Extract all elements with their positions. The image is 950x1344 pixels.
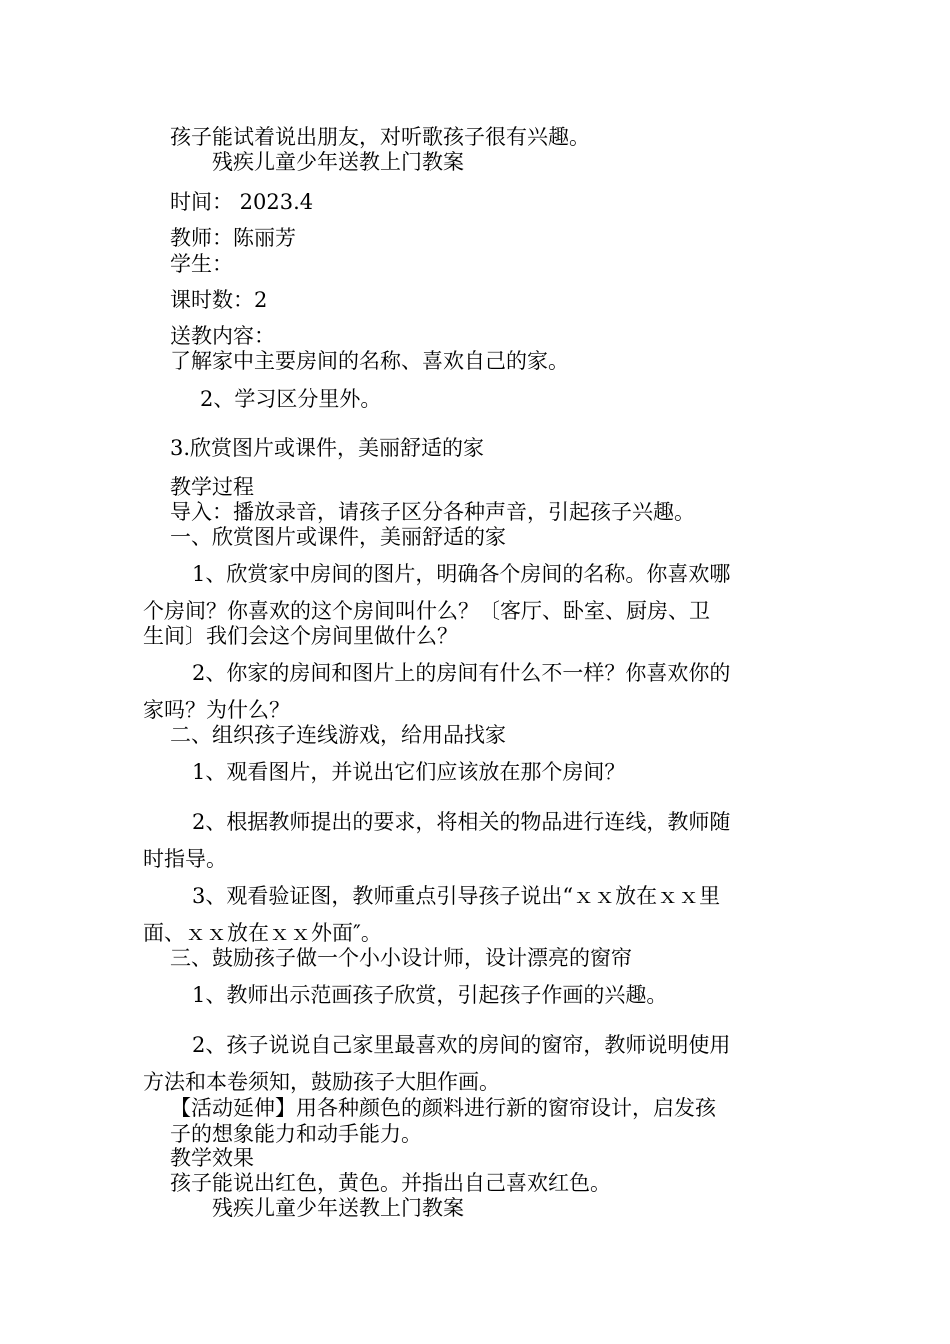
section-heading: 一、欣赏图片或课件，美丽舒适的家 [170,525,506,549]
text-line: 1、欣赏家中房间的图片，明确各个房间的名称。你喜欢哪 [192,562,731,586]
text-line: 1、教师出示范画孩子欣赏，引起孩子作画的兴趣。 [192,983,668,1007]
text-line: 【活动延伸】用各种颜色的颜料进行新的窗帘设计，启发孩 [170,1096,716,1120]
text-line: 1、观看图片，并说出它们应该放在那个房间？ [192,760,626,784]
section-heading: 二、组织孩子连线游戏，给用品找家 [170,723,506,747]
text-line: 孩子能说出红色，黄色。并指出自己喜欢红色。 [170,1171,611,1195]
student-line: 学生： [170,252,233,276]
text-line: 2、你家的房间和图片上的房间有什么不一样？你喜欢你的 [192,661,731,685]
content-heading: 送教内容： [170,324,275,348]
text-line: 2、孩子说说自己家里最喜欢的房间的窗帘，教师说明使用 [192,1033,731,1057]
text-line: 子的想象能力和动手能力。 [170,1122,422,1146]
text-line: 个房间？你喜欢的这个房间叫什么？〔客厅、卧室、厨房、卫 [143,599,710,623]
text-line: 孩子能试着说出朋友，对听歌孩子很有兴趣。 [170,125,590,149]
document-heading: 残疾儿童少年送教上门教案 [212,1196,464,1220]
text-line: 3.欣赏图片或课件，美丽舒适的家 [170,436,485,460]
section-heading: 教学过程 [170,475,254,499]
section-heading: 教学效果 [170,1146,254,1170]
lesson-count-line: 课时数：2 [170,288,268,312]
document-heading: 残疾儿童少年送教上门教案 [212,150,464,174]
text-line: 面、ｘｘ放在ｘｘ外面″。 [143,921,382,945]
text-line: 3、观看验证图，教师重点引导孩子说出“ｘｘ放在ｘｘ里 [192,884,721,908]
date-line: 时间： 2023.4 [170,190,314,214]
text-line: 时指导。 [143,847,227,871]
text-line: 方法和本卷须知，鼓励孩子大胆作画。 [143,1070,500,1094]
text-line: 了解家中主要房间的名称、喜欢自己的家。 [170,349,569,373]
teacher-line: 教师：陈丽芳 [170,226,296,250]
text-line: 2、根据教师提出的要求，将相关的物品进行连线，教师随 [192,810,731,834]
text-line: 生间〕我们会这个房间里做什么？ [143,624,458,648]
text-line: 家吗？为什么？ [143,698,290,722]
section-heading: 三、鼓励孩子做一个小小设计师，设计漂亮的窗帘 [170,946,632,970]
text-line: 导入：播放录音，请孩子区分各种声音，引起孩子兴趣。 [170,500,695,524]
text-line: 2、学习区分里外。 [200,387,382,411]
